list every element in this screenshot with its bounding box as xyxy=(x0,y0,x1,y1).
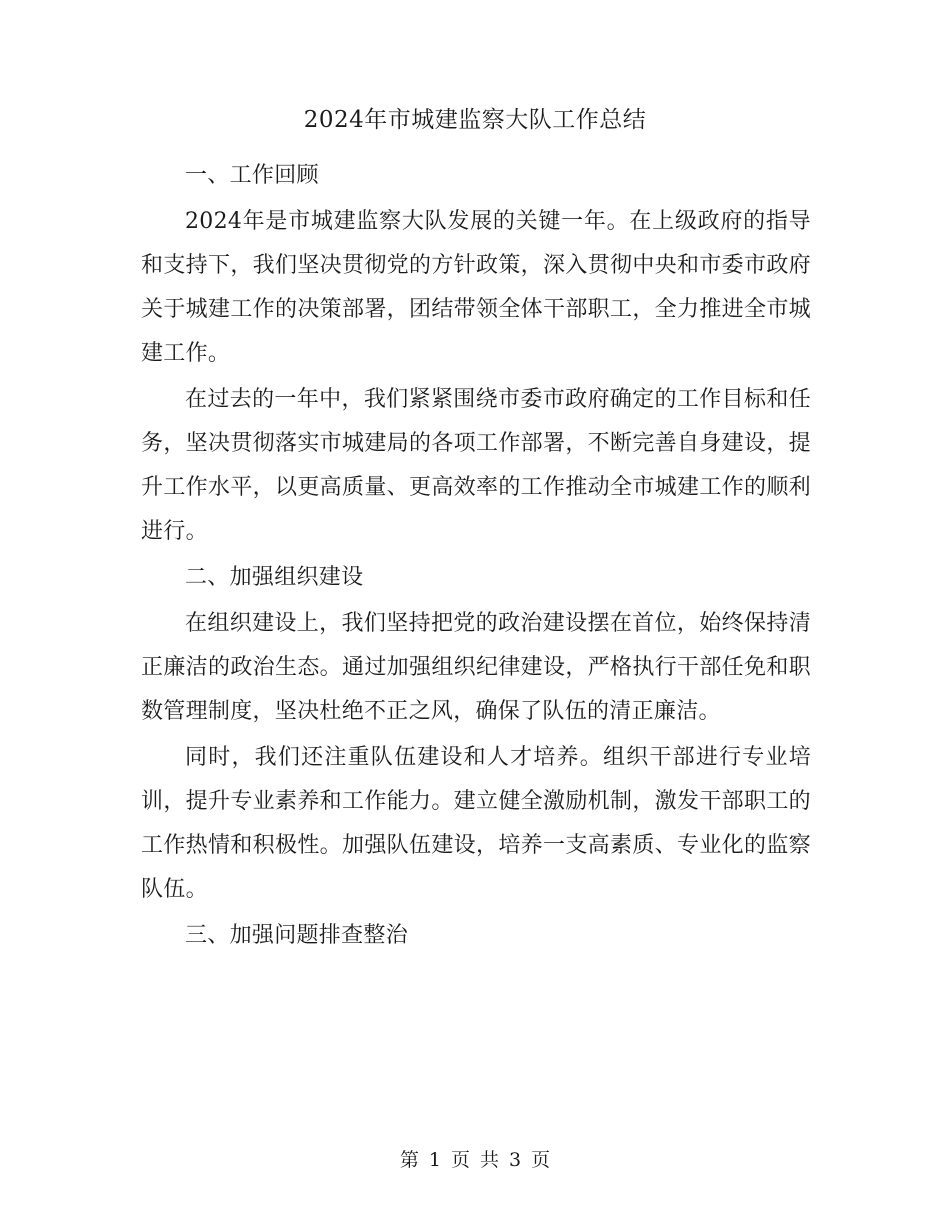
section-heading-rectification: 三、加强问题排查整治 xyxy=(185,923,409,948)
document-title: 2024年市城建监察大队工作总结 xyxy=(303,107,647,133)
paragraph: 在过去的一年中，我们紧紧围绕市委市政府确定的工作目标和任务，坚决贯彻落实市城建局的各项工作部署，不断完善自身建设，提升工作水平，以更高质量、更高效率的工作推动全市城建工作的顺利进行。 xyxy=(141,387,811,544)
document-body xyxy=(141,154,811,958)
section-heading-review: 一、工作回顾 xyxy=(185,163,319,188)
paragraph: 同时，我们还注重队伍建设和人才培养。组织干部进行专业培训，提升专业素养和工作能力。建立健全激励机制，激发干部职工的工作热情和积极性。加强队伍建设，培养一支高素质、专业化的监察队伍。 xyxy=(141,745,811,902)
paragraph: 2024年是市城建监察大队发展的关键一年。在上级政府的指导和支持下，我们坚决贯彻党的方针政策，深入贯彻中央和市委市政府关于城建工作的决策部署，团结带领全体干部职工，全力推进全市城建工作。 xyxy=(141,209,811,366)
paragraph: 在组织建设上，我们坚持把党的政治建设摆在首位，始终保持清正廉洁的政治生态。通过加强组织纪律建设，严格执行干部任免和职数管理制度，坚决杜绝不正之风，确保了队伍的清正廉洁。 xyxy=(141,611,811,724)
page-number-footer: 第 1 页 共 3 页 xyxy=(399,1149,551,1171)
section-heading-organization: 二、加强组织建设 xyxy=(185,565,364,590)
